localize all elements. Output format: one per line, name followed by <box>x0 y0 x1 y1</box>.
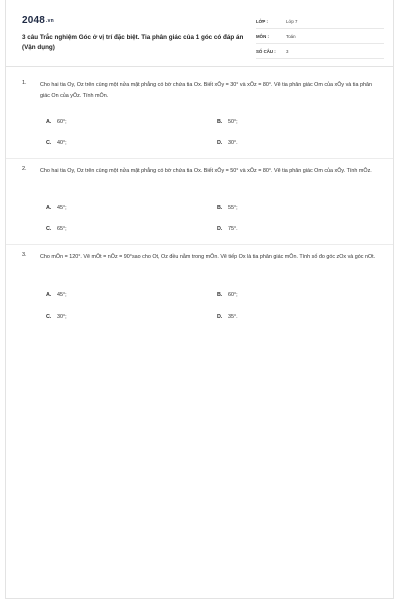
option-letter: A. <box>46 119 52 125</box>
document-title: 3 câu Trắc nghiệm Góc ở vị trí đặc biệt. Tia phân giác của 1 góc có đáp án (Vận dụng) <box>22 34 244 51</box>
question-number: 1. <box>22 80 27 86</box>
option-b[interactable] <box>217 119 238 125</box>
option-d[interactable] <box>217 226 238 232</box>
option-letter: C. <box>46 314 52 320</box>
meta-value: Toán <box>286 33 296 39</box>
option-letter: D. <box>217 314 223 320</box>
meta-label: MÔN : <box>256 33 269 39</box>
option-c[interactable] <box>46 314 67 320</box>
option-d[interactable] <box>217 140 238 146</box>
page-header <box>6 0 393 64</box>
option-value: 45°; <box>57 205 67 211</box>
option-value: 30°. <box>228 140 238 146</box>
option-letter: B. <box>217 292 223 298</box>
question-text: Cho hai tia Oy, Oz trên cùng một nửa mặt phẳng có bờ chứa tia Ox. Biết xÔy = 50° và xÔz = 80°. Vẽ tia phân giác Om của xÔy. Tính mÔz. <box>40 168 372 174</box>
meta-label: LỚP : <box>256 18 268 24</box>
meta-label: SỐ CÂU : <box>256 48 276 54</box>
question-3 <box>22 252 382 332</box>
option-d[interactable] <box>217 314 238 320</box>
option-letter: A. <box>46 292 52 298</box>
question-divider <box>6 244 393 245</box>
option-value: 30°; <box>57 314 67 320</box>
question-text: Cho mÔn = 120°. Vẽ mÔt = nÔz = 90°sao cho Ot, Oz đều nằm trong mÔn. Vẽ tiếp Ox là tia phân giác mÔn. Tính số đo góc zOx và góc nOt. <box>40 254 376 260</box>
question-number: 2. <box>22 166 27 172</box>
option-b[interactable] <box>217 292 238 298</box>
option-letter: C. <box>46 140 52 146</box>
option-a[interactable] <box>46 292 67 298</box>
meta-panel <box>256 14 384 59</box>
option-value: 75°. <box>228 226 238 232</box>
option-value: 45°; <box>57 292 67 298</box>
option-a[interactable] <box>46 119 67 125</box>
option-value: 60°; <box>57 119 67 125</box>
logo-domain: .vn <box>46 18 54 24</box>
option-value: 35°. <box>228 314 238 320</box>
question-number: 3. <box>22 252 27 258</box>
logo-text: 2048 <box>22 15 46 26</box>
option-value: 60°; <box>228 292 238 298</box>
meta-row-class <box>256 14 384 29</box>
meta-value: 3 <box>286 48 289 54</box>
option-letter: B. <box>217 205 223 211</box>
option-a[interactable] <box>46 205 67 211</box>
question-2 <box>22 166 382 246</box>
option-letter: A. <box>46 205 52 211</box>
meta-value: Lớp 7 <box>286 18 298 24</box>
option-value: 40°; <box>57 140 67 146</box>
option-letter: D. <box>217 140 223 146</box>
site-logo[interactable] <box>22 15 54 26</box>
option-value: 65°; <box>57 226 67 232</box>
meta-row-subject <box>256 29 384 44</box>
meta-row-count <box>256 44 384 59</box>
option-value: 50°; <box>228 119 238 125</box>
option-c[interactable] <box>46 226 67 232</box>
option-letter: B. <box>217 119 223 125</box>
option-c[interactable] <box>46 140 67 146</box>
question-divider <box>6 158 393 159</box>
header-divider <box>6 66 393 67</box>
document-page <box>5 0 394 599</box>
option-letter: C. <box>46 226 52 232</box>
option-b[interactable] <box>217 205 238 211</box>
option-letter: D. <box>217 226 223 232</box>
question-1 <box>22 80 382 160</box>
option-value: 55°; <box>228 205 238 211</box>
question-text: Cho hai tia Oy, Oz trên cùng một nửa mặt phẳng có bờ chứa tia Ox. Biết xÔy = 30° và xÔz = 80°. Vẽ tia phân giác Om của xÔy và tia phân giác On của yÔz. Tính mÔn. <box>40 82 372 99</box>
